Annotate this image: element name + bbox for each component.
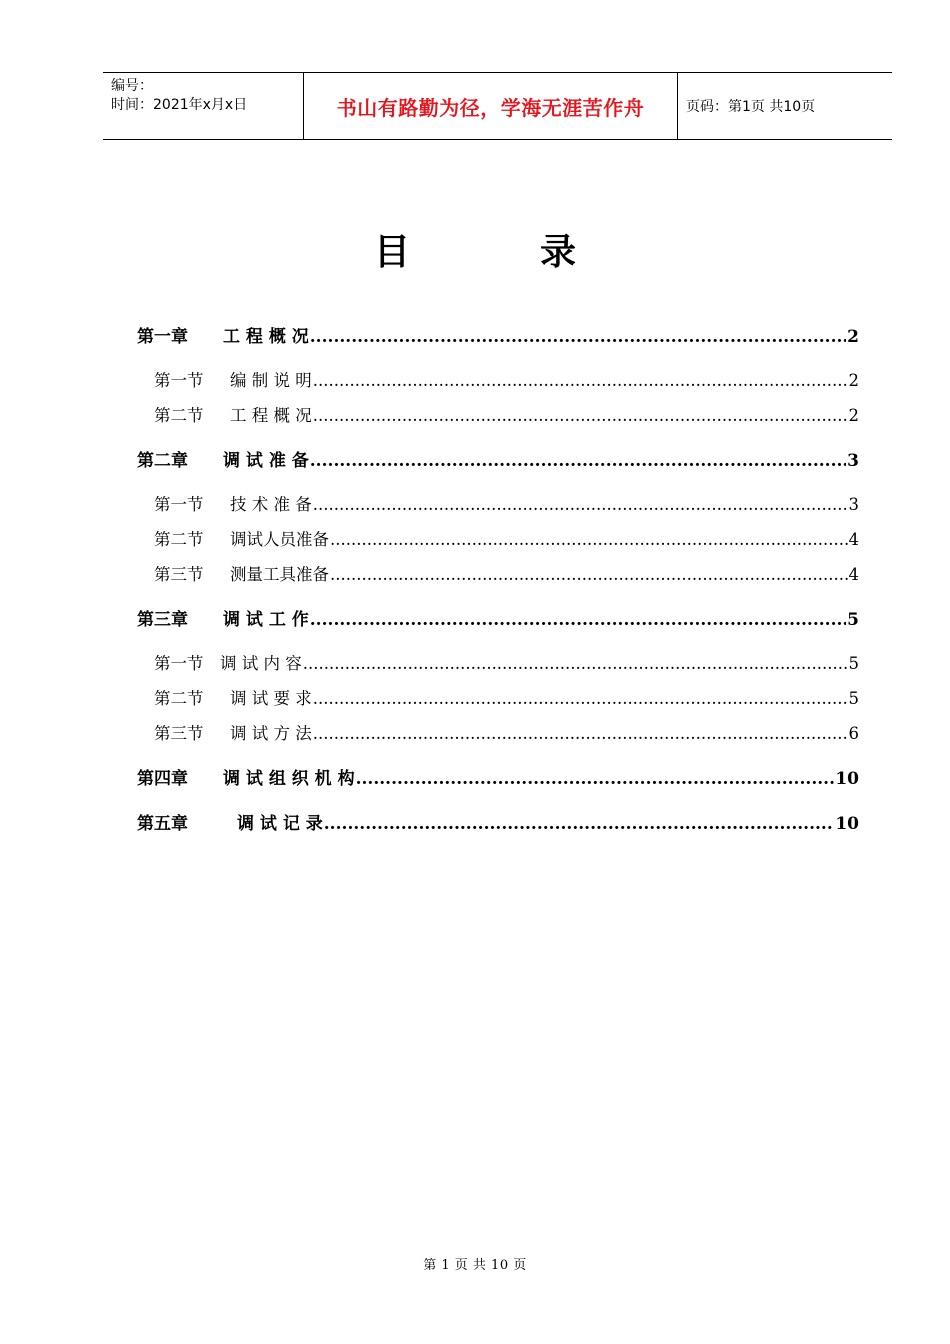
toc-page-number: 2: [848, 371, 859, 390]
toc-number: 第二节: [154, 530, 204, 549]
header-motto: 书山有路勤为径，学海无涯苦作舟: [304, 73, 678, 139]
toc-page-number: 3: [848, 495, 859, 514]
toc-leader-dots: [313, 406, 848, 425]
toc-leader-dots: [310, 610, 846, 630]
toc-section-2-1[interactable]: [154, 491, 859, 515]
toc-page-number: 10: [835, 814, 859, 834]
toc-leader-dots: [330, 530, 848, 549]
page-footer: 第 1 页 共 10 页: [423, 1258, 527, 1273]
page-title: [0, 224, 950, 275]
toc-chapter-2[interactable]: [137, 446, 859, 471]
toc-number: 第一节: [154, 371, 204, 390]
toc-leader-dots: [313, 689, 848, 708]
toc-number: 第四章: [137, 769, 188, 789]
toc-title: 调 试 记 录: [237, 814, 323, 834]
toc-leader-dots: [330, 565, 848, 584]
toc-title: 技 术 准 备: [230, 495, 312, 514]
toc-page-number: 5: [848, 654, 859, 673]
toc-page-number: 6: [848, 724, 859, 743]
toc-chapter-4[interactable]: [137, 764, 859, 789]
toc-title: 调 试 工 作: [223, 610, 309, 630]
toc-title: 工 程 概 况: [223, 327, 309, 347]
toc-page-number: 3: [847, 451, 859, 471]
toc-title: 调 试 要 求: [230, 689, 312, 708]
toc-leader-dots: [356, 769, 835, 789]
toc-leader-dots: [313, 371, 848, 390]
toc-leader-dots: [324, 814, 835, 834]
toc-page-number: 5: [848, 689, 859, 708]
toc-number: 第一节: [154, 654, 204, 673]
header-page-info: 页码：第1页 共10页: [686, 99, 816, 115]
toc-number: 第三节: [154, 724, 204, 743]
toc-number: 第一节: [154, 495, 204, 514]
toc-number: 第二节: [154, 406, 204, 425]
page-header: [103, 72, 892, 140]
toc-page-number: 5: [847, 610, 859, 630]
toc-section-1-2[interactable]: [154, 402, 859, 426]
toc-section-3-2[interactable]: [154, 685, 859, 709]
toc-leader-dots: [313, 495, 848, 514]
toc-section-1-1[interactable]: [154, 367, 859, 391]
title-char-2: 录: [540, 231, 577, 273]
toc-chapter-1[interactable]: [137, 322, 859, 347]
toc-leader-dots: [313, 724, 848, 743]
toc-page-number: 4: [848, 530, 859, 549]
toc-title: 调试人员准备: [230, 530, 329, 549]
toc-number: 第五章: [137, 814, 188, 834]
toc-title: 调 试 内 容: [220, 654, 302, 673]
toc-title: 编 制 说 明: [230, 371, 312, 390]
toc-title: 调 试 组 织 机 构: [223, 769, 355, 789]
toc-section-3-1[interactable]: [154, 650, 859, 674]
toc-page-number: 2: [848, 406, 859, 425]
toc-leader-dots: [303, 654, 848, 673]
toc-number: 第一章: [137, 327, 188, 347]
toc-page-number: 4: [848, 565, 859, 584]
toc-title: 测量工具准备: [230, 565, 329, 584]
time-label: 时间：2021年x月x日: [111, 97, 248, 113]
title-char-1: 目: [373, 231, 410, 273]
toc-title: 调 试 准 备: [223, 451, 309, 471]
toc-number: 第二节: [154, 689, 204, 708]
toc-title: 调 试 方 法: [230, 724, 312, 743]
number-label: 编号：: [111, 78, 153, 94]
toc-title: 工 程 概 况: [230, 406, 312, 425]
toc-section-2-3[interactable]: [154, 561, 859, 585]
toc-page-number: 10: [835, 769, 859, 789]
toc-section-3-3[interactable]: [154, 720, 859, 744]
toc-chapter-3[interactable]: [137, 605, 859, 630]
header-meta: [103, 73, 304, 139]
toc-number: 第二章: [137, 451, 188, 471]
toc-section-2-2[interactable]: [154, 526, 859, 550]
toc-chapter-5[interactable]: [137, 809, 859, 834]
toc-leader-dots: [310, 451, 846, 471]
toc-page-number: 2: [847, 327, 859, 347]
toc-leader-dots: [310, 327, 846, 347]
toc-number: 第三章: [137, 610, 188, 630]
toc-number: 第三节: [154, 565, 204, 584]
